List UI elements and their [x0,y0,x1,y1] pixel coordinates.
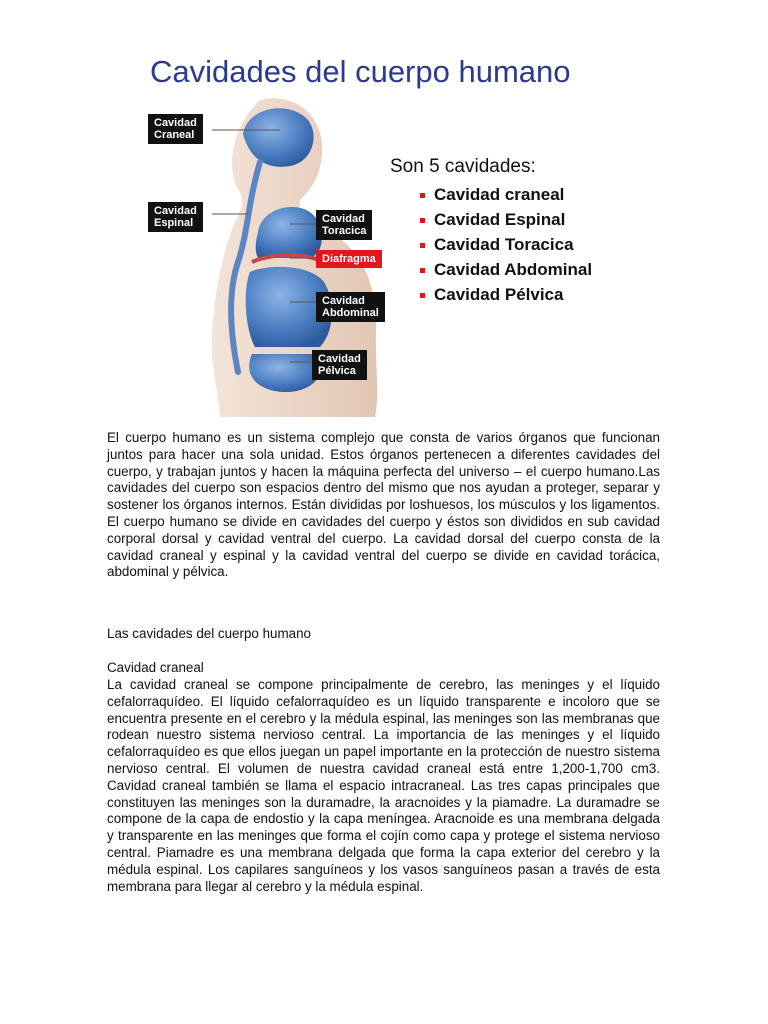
label-cavidad-craneal: Cavidad Craneal [148,114,203,144]
list-item: Cavidad Pélvica [418,284,618,305]
craneal-paragraph: La cavidad craneal se compone principalmente de cerebro, las meninges y el líquido cefalorraquídeo. El líquido cefalorraquídeo es un líquido transparente e incoloro que se encuentra presente en el cerebro y la médula espinal, las meninges son las membranas que rodean nuestro sistema nervioso central. La importancia de las meninges y el líquido cefalorraquídeo es que ellos juegan un papel importante en la protección de nuestro sistema nervioso central. El volumen de nuestra cavidad craneal está entre 1,200-1,700 cm3. Cavidad craneal también se llama el espacio intracraneal. Las tres capas principales que constituyen las meninges son la duramadre, la aracnoides y la piamadre. La duramadre se compone de la capa de endostio y la capa meníngea. Aracnoide es una membrana delgada y transparente en las meninges que forma el cojín como capa y protege el sistema nervioso central. Piamadre es una membrana delgada que forma la capa exterior del cerebro y la médula espinal. Los capilares sanguíneos y los vasos sanguíneos pasan a través de esta membrana para llegar al cerebro y la médula espinal. [107,677,660,894]
label-diafragma: Diafragma [316,250,382,268]
list-item: Cavidad craneal [418,184,618,205]
list-item: Cavidad Espinal [418,209,618,230]
label-cavidad-espinal: Cavidad Espinal [148,202,203,232]
list-item: Cavidad Abdominal [418,259,618,280]
intro-paragraph: El cuerpo humano es un sistema complejo que consta de varios órganos que funcionan juntos para hacer una sola unidad. Estos órganos pertenecen a diferentes cavidades del cuerpo, y trabajan juntos y hacen la máquina perfecta del universo – el cuerpo humano.Las cavidades del cuerpo son espacios dentro del mismo que nos ayudan a proteger, separar y sostener los órganos internos. Están divididas por loshuesos, los músculos y los ligamentos. El cuerpo humano se divide en cavidades del cuerpo y éstos son divididos en sub cavidad corporal dorsal y cavidad ventral del cuerpo. La cavidad dorsal del cuerpo consta de la cavidad craneal y espinal y la cavidad ventral del cuerpo se divide en cavidad torácica, abdominal y pélvica. [107,430,660,580]
section-title: Las cavidades del cuerpo humano [107,626,311,641]
bullet-icon [420,243,425,248]
bullet-icon [420,218,425,223]
list-item: Cavidad Toracica [418,234,618,255]
bullet-icon [420,193,425,198]
cavities-list [418,184,618,309]
label-cavidad-toracica: Cavidad Toracica [316,210,372,240]
bullet-icon [420,293,425,298]
cavities-summary-heading: Son 5 cavidades: [390,156,536,177]
label-cavidad-abdominal: Cavidad Abdominal [316,292,385,322]
subsection-title: Cavidad craneal [107,660,204,675]
bullet-icon [420,268,425,273]
label-cavidad-pelvica: Cavidad Pélvica [312,350,367,380]
page-title: Cavidades del cuerpo humano [150,54,571,89]
